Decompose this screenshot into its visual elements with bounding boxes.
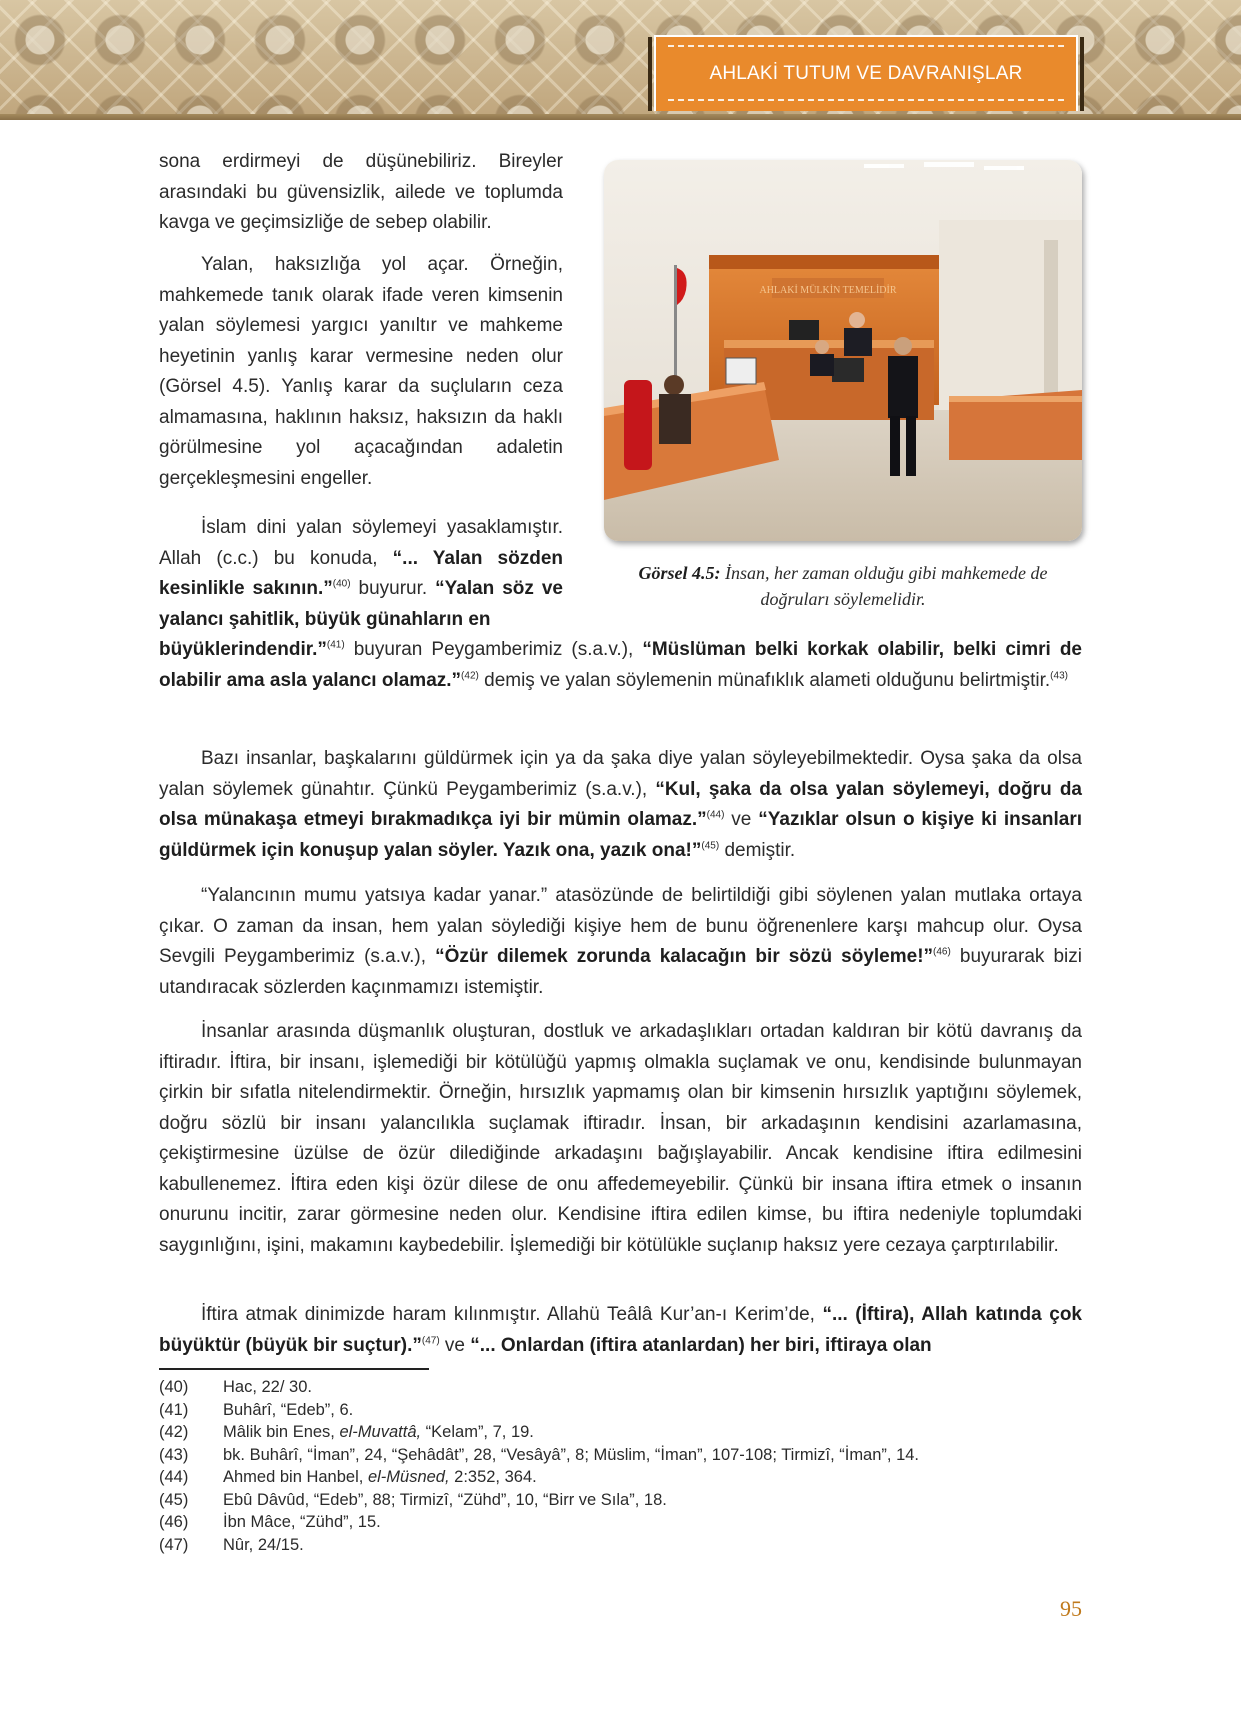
footnote-divider [159,1368,429,1370]
courtroom-sign: AHLAKİ MÜLKİN TEMELİDİR [759,285,897,296]
header-ornament-band [0,0,1241,120]
paragraph-4: büyüklerindendir.”$^{(41)}$ buyuran Peygamberimiz (s.a.v.), “Müslüman belki korkak olabilir, belki cimri de olabilir ama asla yalancı olamaz.”$^{(42)}$ demiş ve yalan söylemenin münafıklık alameti olduğunu belirtmiştir.$^{(43)}$ [159,639,1082,691]
paragraph-1: sona erdirmeyi de düşünebiliriz. Bireyler arasındaki bu güvensizlik, ailede ve toplumda kavga ve geçimsizliğe de sebep olabilir. [159,151,563,233]
footnote: (46) İbn Mâce, “Zühd”, 15. [159,1513,381,1531]
footnotes [159,1376,1082,1556]
page-number: 95 [1060,1596,1082,1621]
footnote: (40) Hac, 22/ 30. [159,1378,312,1396]
footnote: (41) Buhârî, “Edeb”, 6. [159,1400,354,1419]
section-title: AHLAKİ TUTUM VE DAVRANIŞLAR [709,63,1023,84]
footnote: (43) bk. Buhârî, “İman”, 24, “Şehâdât”, 28, “Vesâyâ”, 8; Müslim, “İman”, 107-108; Tirmizî, “İman”, 14. [159,1445,920,1464]
paragraph-7: İnsanlar arasında düşmanlık oluşturan, dostluk ve arkadaşlıkları ortadan kaldıran bir kötü davranış da iftiradır. İftira, bir insanı, işlemediği bir kötülüğü yapmış olmakla suçlamak ve onu, kendisinde bulunmayan çirkin bir sıfatla nitelendirmektir. Örneğin, hırsızlık yapmamış olan bir kimsenin hırsızlık yaptığını söylemek, doğru sözlü bir insanı yalancılıkla suçlamak iftiradır. İnsan, bir arkadaşının kendisini azarlamasına, çekiştirmesine üzülse de özür dilediğinde arkadaşını bağışlayabilir. Ancak kendisine iftira edilmesini kabullenemez. İftira eden kişi özür dilese de onu affedemeyebilir. Çünkü bir insana iftira etmek o insanın onurunu incitir, zarar görmesine neden olur. Kendisine iftira edilen kimse, bu iftira nedeniyle toplumdaki saygınlığını, işini, makamını kaybedebilir. İşlemediği bir kötülükle suçlanıp haksız yere cezaya çarptırılabilir. [159,1021,1082,1256]
photo-caption [604,560,1082,612]
footnote: (47) Nûr, 24/15. [159,1535,304,1554]
footnote: (44) Ahmed bin Hanbel, el-Müsned, 2:352, 364. [159,1468,537,1486]
footnote: (45) Ebû Dâvûd, “Edeb”, 88; Tirmizî, “Zühd”, 10, “Birr ve Sıla”, 18. [159,1490,667,1509]
courtroom-photo [604,160,1082,541]
paragraph-6: “Yalancının mumu yatsıya kadar yanar.” atasözünde de belirtildiği gibi söylenen yalan mutlaka ortaya çıkar. O zaman da insan, hem yalan söylediği kişiye hem de bunu öğrenenlere karşı mahcup olur. Oysa Sevgili Peygamberimiz (s.a.v.), “Özür dilemek zorunda kalacağın bir sözü söyleme!”$^{(46)}$ buyurarak bizi utandıracak sözlerden kaçınmamızı istemiştir. [159,885,1082,998]
paragraph-8: İftira atmak dinimizde haram kılınmıştır. Allahü Teâlâ Kur’an-ı Kerim’de, “... (İftira), Allah katında çok büyüktür (büyük bir suçtur).”$^{(47)}$ ve “... Onlardan (iftira atanlardan) her biri, iftiraya olan [159,1304,1082,1356]
paragraph-5: Bazı insanlar, başkalarını güldürmek için ya da şaka diye yalan söyleyebilmektedir. Oysa şaka da olsa yalan söylemek günahtır. Çünkü Peygamberimiz (s.a.v.), “Kul, şaka da olsa yalan söylemeyi, doğru da olsa münakaşa etmeyi bırakmadıkça iyi bir mümin olamaz.”$^{(44)}$ ve “Yazıklar olsun o kişiye ki insanları güldürmek için konuşup yalan söyler. Yazık ona, yazık ona!”$^{(45)}$ demiştir. [159,748,1082,861]
paragraph-2: Yalan, haksızlığa yol açar. Örneğin, mahkemede tanık olarak ifade veren kimsenin yalan söylemesi yargıcı yanıltır ve mahkeme heyetinin yanlış karar vermesine neden olur (Görsel 4.5). Yanlış karar da suçluların ceza almamasına, haklının haksız, haksızın da haklı görülmesine yol açacağından adaletin gerçekleşmesini engeller. [159,254,563,489]
caption-label: Görsel 4.5: [638,563,721,583]
section-title-tab [654,35,1078,111]
caption-text: İnsan, her zaman olduğu gibi mahkemede de doğruları söylemelidir. [725,563,1048,609]
paragraph-3: İslam dini yalan söylemeyi yasaklamıştır. Allah (c.c.) bu konuda, “... Yalan sözden kesinlikle sakının.”$^{(40)}$ buyurur. “Yalan söz ve yalancı şahitlik, büyük günahların en [159,517,563,630]
footnote: (42) Mâlik bin Enes, el-Muvattâ, “Kelam”, 7, 19. [159,1423,534,1441]
